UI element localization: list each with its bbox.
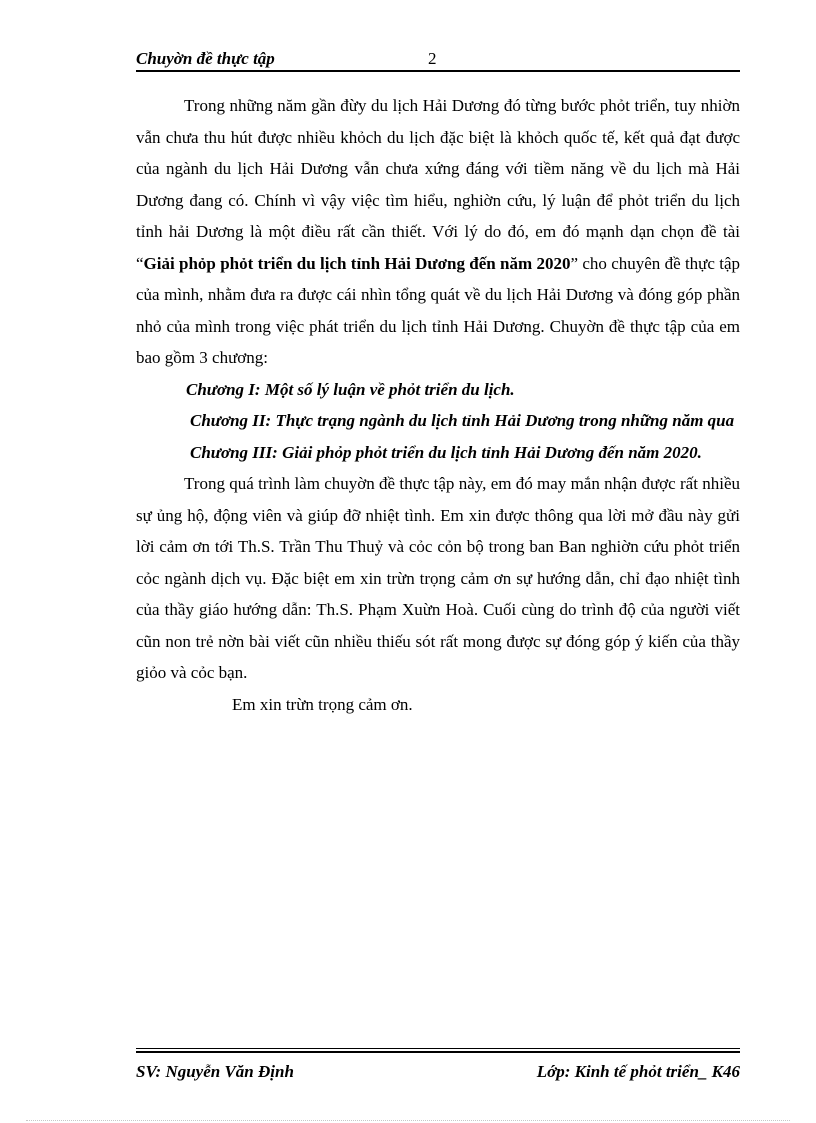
page-number: 2 xyxy=(428,49,437,68)
intro-text-b: ” cho chuyên đề thực tập của mình, nhằm đưa ra được cái nhìn tổng quát về du lịch Hải Dương và đóng góp phần nhỏ của mình trong việc phát triển du lịch tỉnh Hải Dương. Chuyờn đề thực tập của em bao gồm 3 chương: xyxy=(136,253,741,367)
page-edge-divider xyxy=(26,1120,790,1121)
student-name: SV: Nguyễn Văn Định xyxy=(136,1062,294,1081)
header-title: Chuyờn đề thực tập xyxy=(136,49,275,68)
page-header xyxy=(136,46,740,72)
footer-rule-thin xyxy=(136,1048,740,1049)
header-rule xyxy=(136,70,740,72)
topic-title: Giải phỏp phỏt triển du lịch tỉnh Hải Dương đến năm 2020 xyxy=(143,253,571,273)
acknowledgement-paragraph: Trong quá trình làm chuyờn đề thực tập này, em đó may mắn nhận được rất nhiều sự ủng hộ, động viên và giúp đỡ nhiệt tình. Em xin được thông qua lời mở đầu này gửi lời cảm ơn tới Th.S. Trần Thu Thuỷ và cỏc cỏn bộ trong ban Ban nghiờn cứu phỏt triển cỏc ngành dịch vụ. Đặc biệt em xin trừn trọng cảm ơn sự hướng dẫn, chỉ đạo nhiệt tình của thầy giáo hướng dẫn: Th.S. Phạm Xuừn Hoà. Cuối cùng do trình độ của người viết cũn non trẻ nờn bài viết cũn nhiều thiếu sót rất mong được sự đóng góp ý kiến của thầy giỏo và cỏc bạn. xyxy=(136,474,740,682)
document-body xyxy=(136,90,740,720)
chapter-1: Chương I: Một số lý luận về phỏt triển du lịch. xyxy=(186,379,515,399)
chapter-3: Chương III: Giải phỏp phỏt triển du lịch tỉnh Hải Dương đến năm 2020. xyxy=(190,442,702,462)
intro-paragraph xyxy=(136,90,740,374)
thanks-line: Em xin trừn trọng cảm ơn. xyxy=(232,694,413,714)
class-name: Lớp: Kinh tế phỏt triển_ K46 xyxy=(536,1062,740,1081)
page-footer xyxy=(136,1048,740,1088)
chapter-2: Chương II: Thực trạng ngành du lịch tỉnh Hải Dương trong những năm qua xyxy=(190,411,735,430)
footer-rule-thick xyxy=(136,1051,740,1053)
intro-text-a: Trong những năm gần đừy du lịch Hải Dương đó từng bước phỏt triển, tuy nhiờn vẫn chưa thu hút được nhiều khỏch du lịch đặc biệt là khỏch quốc tế, kết quả đạt được của ngành du lịch Hải Dương vẫn chưa xứng đáng với tiềm năng về du lịch mà Hải Dương đang có. Chính vì vậy việc tìm hiểu, nghiờn cứu, lý luận để phỏt triển du lịch tỉnh hải Dương là một điều rất cần thiết. Với lý do đó, em đó mạnh dạn chọn đề tài “ xyxy=(136,96,740,273)
